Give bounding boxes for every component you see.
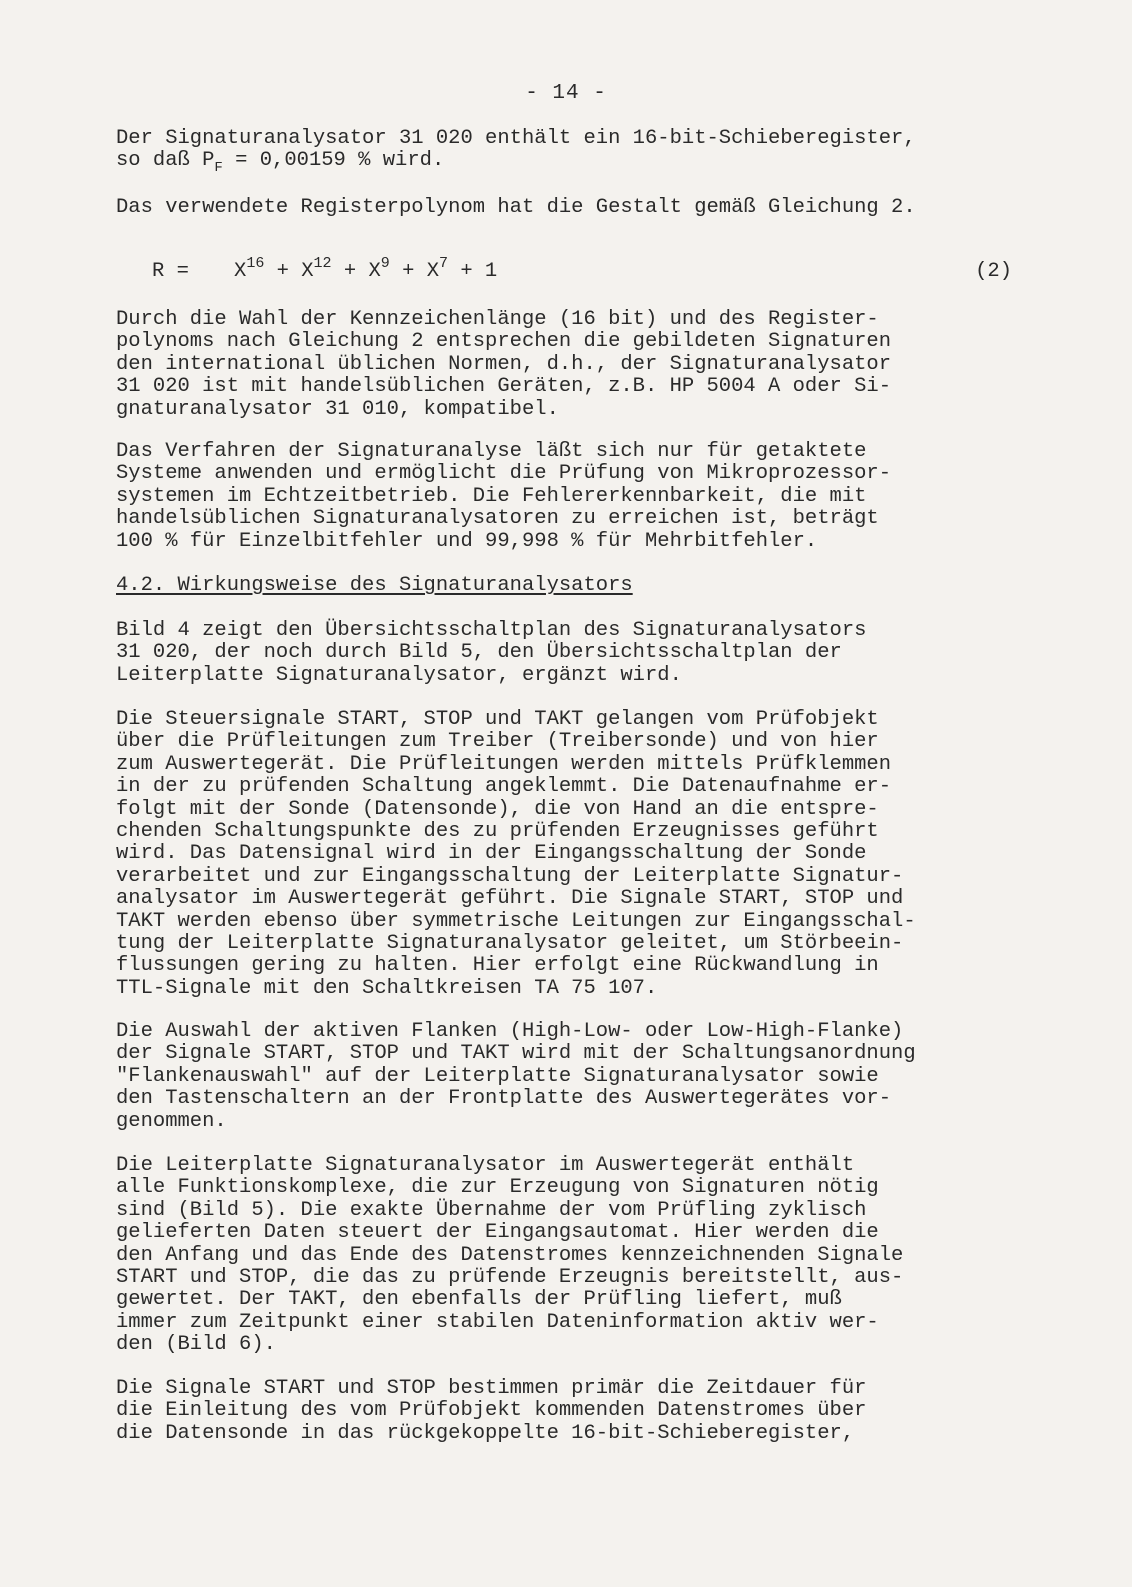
text-line: die Datensonde in das rückgekoppelte 16-bit-Schieberegister,: [116, 1421, 855, 1445]
text-line: folgt mit der Sonde (Datensonde), die von Hand an die entspre-: [116, 797, 879, 821]
text-line: gelieferten Daten steuert der Eingangsautomat. Hier werden die: [116, 1221, 879, 1245]
paragraph-start-stop: [116, 1378, 1036, 1445]
text-line: Bild 4 zeigt den Übersichtsschaltplan des Signaturanalysators: [116, 619, 867, 642]
text-line: Die Signale START und STOP bestimmen primär die Zeitdauer für: [116, 1377, 867, 1400]
exponent: 9: [380, 255, 390, 272]
text-line: Das Verfahren der Signaturanalyse läßt sich nur für getaktete: [116, 440, 867, 463]
text-line: flussungen gering zu halten. Hier erfolgt eine Rückwandlung in: [116, 954, 879, 978]
text-line: TTL-Signale mit den Schaltkreisen TA 75 107.: [116, 976, 658, 1000]
term: + X: [331, 260, 381, 283]
text-line: Systeme anwenden und ermöglicht die Prüfung von Mikroprozessor-: [116, 462, 892, 486]
text-line: 31 020, der noch durch Bild 5, den Übersichtsschaltplan der: [116, 641, 842, 665]
section-heading: [116, 575, 1036, 597]
term: + X: [389, 260, 440, 283]
equation: [152, 256, 1012, 296]
text-line: polynoms nach Gleichung 2 entsprechen die gebildeten Signaturen: [116, 330, 892, 354]
text-line: "Flankenauswahl" auf der Leiterplatte Signaturanalysator sowie: [116, 1064, 879, 1088]
text-line: den Tastenschaltern an der Frontplatte des Auswertegerätes vor-: [116, 1087, 892, 1111]
text-line: die Einleitung des vom Prüfobjekt kommenden Datenstromes über: [116, 1399, 867, 1423]
text-line: der Signale START, STOP und TAKT wird mit der Schaltungsanordnung: [116, 1042, 916, 1066]
equation-lhs: R =: [152, 260, 189, 283]
text-line: handelsüblichen Signaturanalysatoren zu erreichen ist, beträgt: [116, 507, 879, 531]
exponent: 12: [313, 255, 332, 272]
text-line: alle Funktionskomplexe, die zur Erzeugung von Signaturen nötig: [116, 1176, 879, 1200]
page-number: - 14 -: [525, 82, 607, 105]
text-line: systemen im Echtzeitbetrieb. Die Fehlererkennbarkeit, die mit: [116, 484, 867, 508]
text-line: chenden Schaltungspunkte des zu prüfenden Erzeugnisses geführt: [116, 819, 879, 843]
text-line: Das verwendete Registerpolynom hat die Gestalt gemäß Gleichung 2.: [116, 196, 916, 219]
text-line: verarbeitet und zur Eingangsschaltung der Leiterplatte Signatur-: [116, 864, 904, 888]
text-line: wird. Das Datensignal wird in der Eingangsschaltung der Sonde: [116, 842, 867, 866]
text-line: über die Prüfleitungen zum Treiber (Treibersonde) und von hier: [116, 730, 879, 754]
equation-number: (2): [975, 260, 1012, 283]
text-line: 31 020 ist mit handelsüblichen Geräten, z.B. HP 5004 A oder Si-: [116, 375, 892, 399]
text-line: [116, 149, 1036, 177]
text-line: Leiterplatte Signaturanalysator, ergänzt wird.: [116, 663, 682, 687]
text-line: 100 % für Einzelbitfehler und 99,998 % für Mehrbitfehler.: [116, 529, 818, 553]
term: + X: [264, 260, 314, 283]
paragraph-circuit-board: [116, 1155, 1036, 1357]
text-fragment: = 0,00159 % wird.: [222, 149, 445, 173]
text-line: analysator im Auswertegerät geführt. Die Signale START, STOP und: [116, 887, 904, 911]
term: + 1: [448, 260, 498, 283]
text-line: tung der Leiterplatte Signaturanalysator geleitet, um Störbeein-: [116, 931, 904, 955]
paragraph-control-signals: [116, 709, 1036, 1000]
term: X: [234, 260, 247, 283]
text-line: TAKT werden ebenso über symmetrische Leitungen zur Eingangsschal-: [116, 909, 916, 933]
text-line: Die Steuersignale START, STOP und TAKT gelangen vom Prüfobjekt: [116, 708, 879, 731]
text-line: Durch die Wahl der Kennzeichenlänge (16 bit) und des Register-: [116, 308, 879, 331]
text-line: Die Leiterplatte Signaturanalysator im Auswertegerät enthält: [116, 1154, 855, 1177]
text-line: Die Auswahl der aktiven Flanken (High-Low- oder Low-High-Flanke): [116, 1020, 904, 1043]
exponent: 7: [439, 255, 449, 272]
text-line: den international üblichen Normen, d.h., der Signaturanalysator: [116, 352, 892, 376]
text-line: den (Bild 6).: [116, 1333, 276, 1357]
text-line: Der Signaturanalysator 31 020 enthält ein 16-bit-Schieberegister,: [116, 127, 916, 150]
text-line: sind (Bild 5). Die exakte Übernahme der vom Prüfling zyklisch: [116, 1198, 867, 1222]
text-fragment: so daß P: [116, 149, 215, 173]
text-line: gnaturanalysator 31 010, kompatibel.: [116, 397, 559, 421]
paragraph-compatibility: [116, 309, 1036, 421]
paragraph-method: [116, 441, 1036, 553]
text-line: gewertet. Der TAKT, den ebenfalls der Prüfling liefert, muß: [116, 1288, 842, 1312]
paragraph-edge-selection: [116, 1021, 1036, 1133]
exponent: 16: [246, 255, 265, 272]
text-line: genommen.: [116, 1109, 227, 1133]
text-line: in der zu prüfenden Schaltung angeklemmt. Die Datenaufnahme er-: [116, 775, 892, 799]
text-line: START und STOP, die das zu prüfende Erzeugnis bereitstellt, aus-: [116, 1265, 904, 1289]
text-line: zum Auswertegerät. Die Prüfleitungen werden mittels Prüfklemmen: [116, 752, 892, 776]
paragraph-register: [116, 127, 1036, 177]
paragraph-polynomial: [116, 197, 1036, 219]
equation-rhs: [234, 255, 498, 283]
subscript: F: [214, 160, 223, 177]
text-line: den Anfang und das Ende des Datenstromes kennzeichnenden Signale: [116, 1243, 904, 1267]
section-title: 4.2. Wirkungsweise des Signaturanalysators: [116, 574, 633, 597]
text-line: immer zum Zeitpunkt einer stabilen Dateninformation aktiv wer-: [116, 1310, 879, 1334]
paragraph-overview: [116, 620, 1036, 687]
